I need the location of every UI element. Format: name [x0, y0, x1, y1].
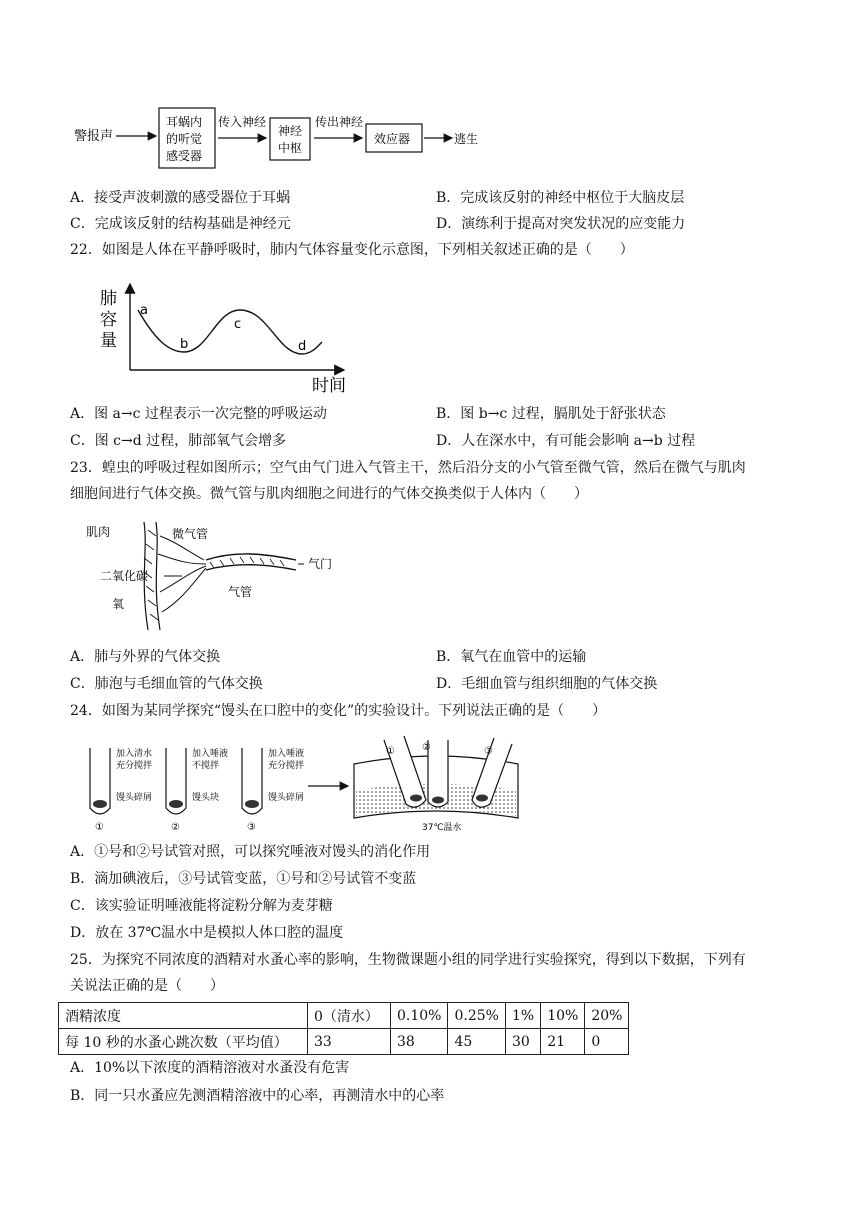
q21-option-b: B．完成该反射的神经中枢位于大脑皮层	[436, 190, 685, 206]
q23-stem-line-1: 23．蝗虫的呼吸过程如图所示；空气由气门进入气管主干，然后沿分支的小气管至微气管，然后在微气与肌肉	[70, 460, 746, 476]
q21-option-d: D．演练利于提高对突发状况的应变能力	[436, 216, 686, 232]
tube3-mid: 充分搅拌	[268, 761, 305, 771]
tube2-num: ②	[171, 822, 180, 833]
y-label-2: 容	[100, 310, 117, 330]
heart-rate-table	[58, 1002, 629, 1055]
table-cell: 38	[391, 1029, 448, 1055]
table-cell: 20%	[585, 1003, 629, 1029]
bath-label: 37℃温水	[422, 823, 462, 833]
tube1-content: 馒头碎屑	[116, 793, 153, 803]
tube1-mid: 充分搅拌	[116, 761, 153, 771]
q22-option-a: A．图 a→c 过程表示一次完整的呼吸运动	[70, 406, 327, 422]
receptor-line-2: 的听觉	[166, 132, 203, 146]
tube3-num: ③	[247, 822, 256, 833]
table-cell: 33	[308, 1029, 391, 1055]
tube2-content: 馒头块	[192, 793, 220, 803]
bath-num-1: ①	[386, 746, 395, 757]
reflex-arc-diagram	[70, 100, 490, 180]
y-label-3: 量	[100, 331, 117, 351]
table-row	[59, 1029, 629, 1055]
q24-option-a: A．①号和②号试管对照，可以探究唾液对馒头的消化作用	[70, 844, 431, 860]
table-cell: 0	[585, 1029, 629, 1055]
q23-option-c: C．肺泡与毛细血管的气体交换	[70, 676, 263, 692]
tube3-content: 馒头碎屑	[268, 793, 305, 803]
q25-stem-line-1: 25．为探究不同浓度的酒精对水蚤心率的影响，生物微课题小组的同学进行实验探究，得到以下数据，下列有	[70, 952, 746, 968]
mantou-experiment-diagram	[86, 734, 526, 834]
table-cell: 0.25%	[448, 1003, 505, 1029]
response-label: 逃生	[454, 132, 479, 146]
q25-stem-line-2: 关说法正确的是（ ）	[70, 978, 224, 994]
tube1-num: ①	[95, 822, 104, 833]
q23-stem-line-2: 细胞间进行气体交换。微气管与肌肉细胞之间进行的气体交换类似于人体内（ ）	[70, 486, 588, 502]
co2-label: 二氧化碳	[100, 569, 149, 583]
q23-option-d: D．毛细血管与组织细胞的气体交换	[436, 676, 658, 692]
q24-option-c: C．该实验证明唾液能将淀粉分解为麦芽糖	[70, 898, 333, 914]
table-cell: 45	[448, 1029, 505, 1055]
table-cell: 30	[505, 1029, 540, 1055]
q22-option-b: B．图 b→c 过程，膈肌处于舒张状态	[436, 406, 666, 422]
locust-respiration-diagram	[86, 520, 356, 635]
spiracle-label: 气门	[308, 557, 333, 571]
tube3-top: 加入唾液	[268, 749, 305, 759]
stimulus-label: 警报声	[74, 129, 114, 144]
tube1-top: 加入清水	[116, 749, 153, 759]
effector-label: 效应器	[374, 132, 411, 146]
x-label: 时间	[312, 376, 346, 395]
tube2-mid: 不搅拌	[192, 761, 220, 771]
tube2-top: 加入唾液	[192, 749, 229, 759]
q23-option-b: B．氧气在血管中的运输	[436, 649, 587, 665]
table-cell: 酒精浓度	[59, 1003, 308, 1029]
point-c: c	[234, 317, 242, 332]
q21-option-c: C．完成该反射的结构基础是神经元	[70, 216, 291, 232]
q21-option-a: A．接受声波刺激的感受器位于耳蜗	[70, 190, 291, 206]
bath-num-2: ②	[422, 742, 431, 753]
table-cell: 21	[541, 1029, 585, 1055]
q24-option-b: B．滴加碘液后，③号试管变蓝，①号和②号试管不变蓝	[70, 871, 417, 887]
receptor-line-3: 感受器	[166, 149, 203, 163]
trachea-label: 气管	[228, 585, 253, 599]
point-a: a	[140, 303, 148, 318]
y-label-1: 肺	[100, 289, 117, 309]
afferent-label: 传入神经	[218, 115, 267, 129]
point-d: d	[298, 339, 307, 354]
table-cell: 1%	[505, 1003, 540, 1029]
q22-option-d: D．人在深水中，有可能会影响 a→b 过程	[436, 433, 696, 449]
table-cell: 每 10 秒的水蚤心跳次数（平均值）	[59, 1029, 308, 1055]
center-line-1: 神经	[278, 124, 303, 138]
q24-stem: 24．如图为某同学探究“馒头在口腔中的变化”的实验设计。下列说法正确的是（ ）	[70, 703, 607, 719]
q24-option-d: D．放在 37℃温水中是模拟人体口腔的温度	[70, 925, 344, 941]
receptor-line-1: 耳蜗内	[166, 115, 203, 129]
q22-option-c: C．图 c→d 过程，肺部氧气会增多	[70, 433, 287, 449]
muscle-label: 肌肉	[86, 525, 111, 539]
q25-option-a: A．10%以下浓度的酒精溶液对水蚤没有危害	[70, 1060, 350, 1076]
efferent-label: 传出神经	[315, 115, 364, 129]
tracheole-label: 微气管	[172, 527, 209, 541]
q25-option-b: B．同一只水蚤应先测酒精溶液中的心率，再测清水中的心率	[70, 1088, 445, 1104]
point-b: b	[180, 337, 189, 352]
q22-stem: 22．如图是人体在平静呼吸时，肺内气体容量变化示意图，下列相关叙述正确的是（ ）	[70, 242, 634, 258]
table-cell: 0（清水）	[308, 1003, 391, 1029]
table-row	[59, 1003, 629, 1029]
table-cell: 0.10%	[391, 1003, 448, 1029]
oxygen-label: 氧	[112, 597, 125, 611]
q23-option-a: A．肺与外界的气体交换	[70, 649, 221, 665]
table-cell: 10%	[541, 1003, 585, 1029]
bath-num-3: ③	[484, 746, 493, 757]
center-line-2: 中枢	[278, 141, 303, 155]
lung-volume-graph	[96, 280, 366, 395]
